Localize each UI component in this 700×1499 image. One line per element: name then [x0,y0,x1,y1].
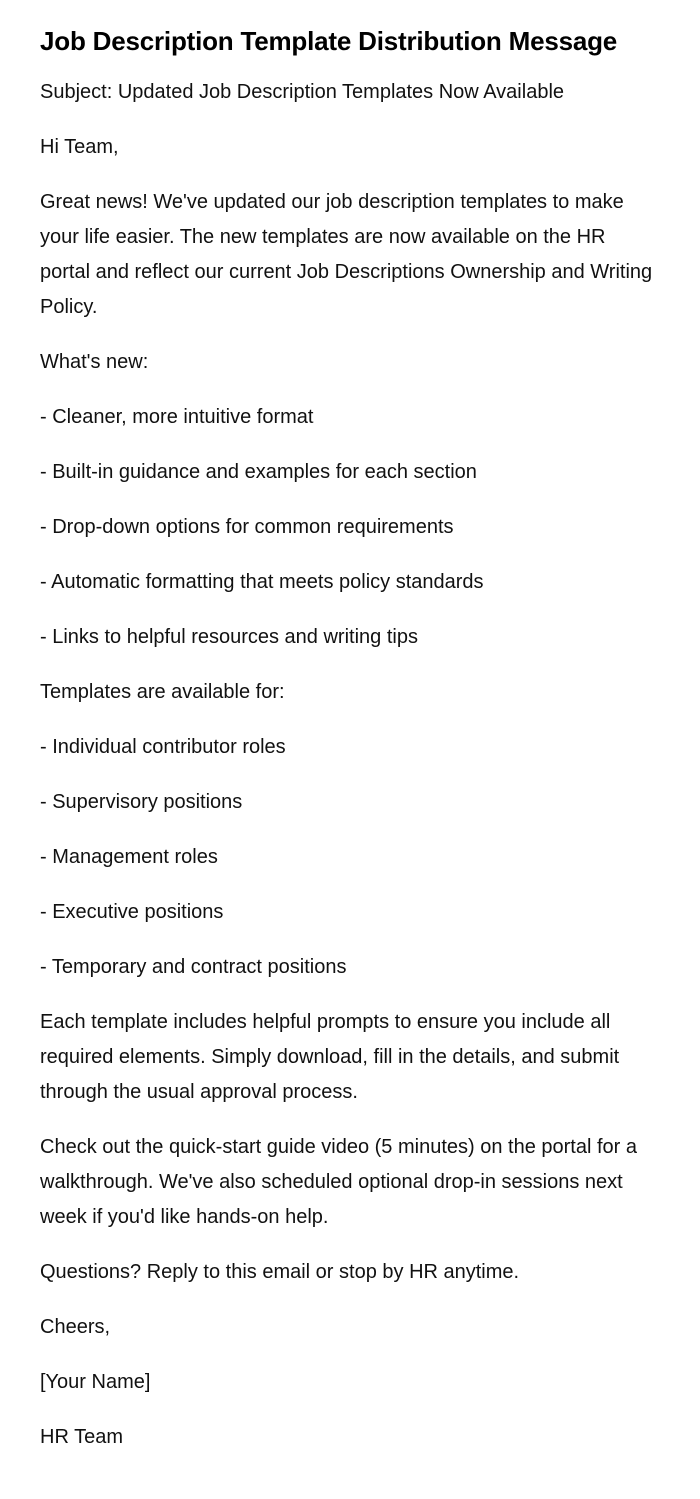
each-template-paragraph: Each template includes helpful prompts to ensure you include all required elements. Simply download, fill in the details, and submit through the usual approval process. [40,1011,620,1103]
whats-new-item: - Built-in guidance and examples for each section [40,461,477,483]
templates-item: - Individual contributor roles [40,736,286,758]
templates-item: - Executive positions [40,901,224,923]
whats-new-item: - Automatic formatting that meets policy standards [40,571,484,593]
signature-team: HR Team [40,1426,123,1448]
email-subject: Subject: Updated Job Description Templates Now Available [40,81,565,103]
whats-new-item: - Cleaner, more intuitive format [40,406,314,428]
whats-new-heading: What's new: [40,351,149,373]
quick-start-paragraph: Check out the quick-start guide video (5 minutes) on the portal for a walkthrough. We've also scheduled optional drop-in sessions next week if you'd like hands-on help. [40,1136,637,1228]
closing: Cheers, [40,1316,111,1338]
document-title: Job Description Template Distribution Message [40,26,618,56]
templates-item: - Supervisory positions [40,791,243,813]
whats-new-item: - Drop-down options for common requirements [40,516,454,538]
templates-item: - Management roles [40,846,218,868]
templates-item: - Temporary and contract positions [40,956,347,978]
intro-paragraph: Great news! We've updated our job description templates to make your life easier. The new templates are now available on the HR portal and reflect our current Job Descriptions Ownership and Writing Policy. [40,191,653,318]
questions-paragraph: Questions? Reply to this email or stop by HR anytime. [40,1261,520,1283]
signature-name: [Your Name] [40,1371,151,1393]
templates-heading: Templates are available for: [40,681,285,703]
whats-new-item: - Links to helpful resources and writing tips [40,626,418,648]
greeting: Hi Team, [40,136,119,158]
